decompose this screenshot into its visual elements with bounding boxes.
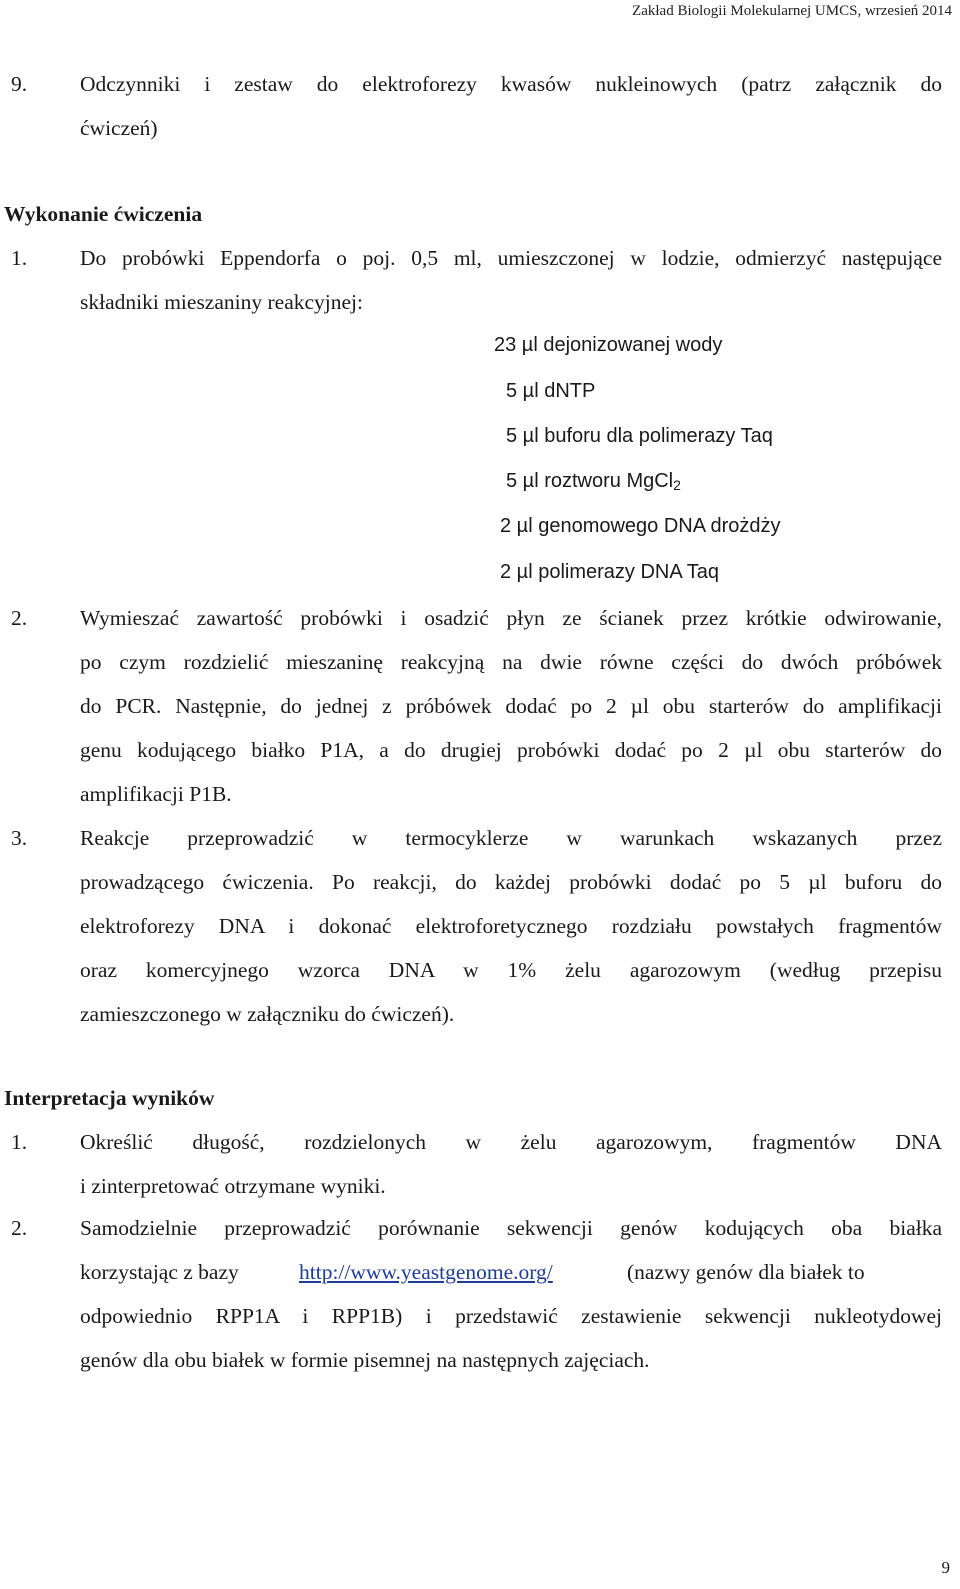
interp2-line: genów dla obu białek w formie pisemnej na następnych zajęciach. bbox=[80, 1348, 650, 1372]
interp1-line: i zinterpretować otrzymane wyniki. bbox=[80, 1174, 386, 1198]
step2-line: po czym rozdzielić mieszaninę reakcyjną na dwie równe części do dwóch próbówek bbox=[80, 650, 942, 674]
step-number: 2. bbox=[11, 606, 28, 630]
step3-line: oraz komercyjnego wzorca DNA w 1% żelu agarozowym (według przepisu bbox=[80, 958, 942, 982]
step3-line: zamieszczonego w załączniku do ćwiczeń). bbox=[80, 1002, 455, 1026]
step2-line: genu kodującego białko P1A, a do drugiej probówki dodać po 2 µl obu starterów do bbox=[80, 738, 942, 762]
section-heading-wykonanie: Wykonanie ćwiczenia bbox=[4, 202, 203, 226]
item9-line: Odczynniki i zestaw do elektroforezy kwasów nukleinowych (patrz załącznik do bbox=[80, 72, 942, 96]
step-number: 2. bbox=[11, 1216, 28, 1240]
step2-line: amplifikacji P1B. bbox=[80, 782, 232, 806]
step3-line: elektroforezy DNA i dokonać elektroforetycznego rozdziału powstałych fragmentów bbox=[80, 914, 942, 938]
step3-line: prowadzącego ćwiczenia. Po reakcji, do każdej probówki dodać po 5 µl buforu do bbox=[80, 870, 942, 894]
step-number: 1. bbox=[11, 246, 28, 270]
reagent-item: 5 µl buforu dla polimerazy Taq bbox=[506, 425, 773, 447]
reagent-item: 5 µl roztworu MgCl$_2$ bbox=[506, 470, 681, 493]
reagent-item: 5 µl dNTP bbox=[506, 380, 596, 402]
interp2-text: korzystając z bazy bbox=[80, 1260, 239, 1284]
interp2-text: (nazwy genów dla białek to bbox=[627, 1260, 865, 1284]
reagent-item: 23 µl dejonizowanej wody bbox=[494, 334, 723, 356]
interp1-line: Określić długość, rozdzielonych w żelu agarozowym, fragmentów DNA bbox=[80, 1130, 942, 1154]
section-heading-interpretacja: Interpretacja wyników bbox=[4, 1086, 215, 1110]
interp2-line: odpowiednio RPP1A i RPP1B) i przedstawić zestawienie sekwencji nukleotydowej bbox=[80, 1304, 942, 1328]
step2-line: Wymieszać zawartość probówki i osadzić płyn ze ścianek przez krótkie odwirowanie, bbox=[80, 606, 942, 630]
interp2-line bbox=[80, 1260, 239, 1285]
reagent-item: 2 µl polimerazy DNA Taq bbox=[500, 561, 720, 583]
reagent-item: 2 µl genomowego DNA drożdży bbox=[500, 515, 781, 537]
step-number: 3. bbox=[11, 826, 28, 850]
yeastgenome-link[interactable]: http://www.yeastgenome.org/ bbox=[299, 1260, 553, 1284]
step3-line: Reakcje przeprowadzić w termocyklerze w warunkach wskazanych przez bbox=[80, 826, 942, 850]
page-number: 9 bbox=[941, 1558, 950, 1577]
step-number: 1. bbox=[11, 1130, 28, 1154]
interp2-line: Samodzielnie przeprowadzić porównanie sekwencji genów kodujących oba białka bbox=[80, 1216, 942, 1240]
step1-line: Do probówki Eppendorfa o poj. 0,5 ml, umieszczonej w lodzie, odmierzyć następujące bbox=[80, 246, 942, 270]
step1-line: składniki mieszaniny reakcyjnej: bbox=[80, 290, 363, 314]
item9-line: ćwiczeń) bbox=[80, 116, 158, 140]
subscript: 2 bbox=[673, 477, 681, 493]
item-number: 9. bbox=[11, 72, 28, 96]
step2-line: do PCR. Następnie, do jednej z próbówek dodać po 2 µl obu starterów do amplifikacji bbox=[80, 694, 942, 718]
running-header: Zakład Biologii Molekularnej UMCS, wrzesień 2014 bbox=[632, 3, 952, 19]
